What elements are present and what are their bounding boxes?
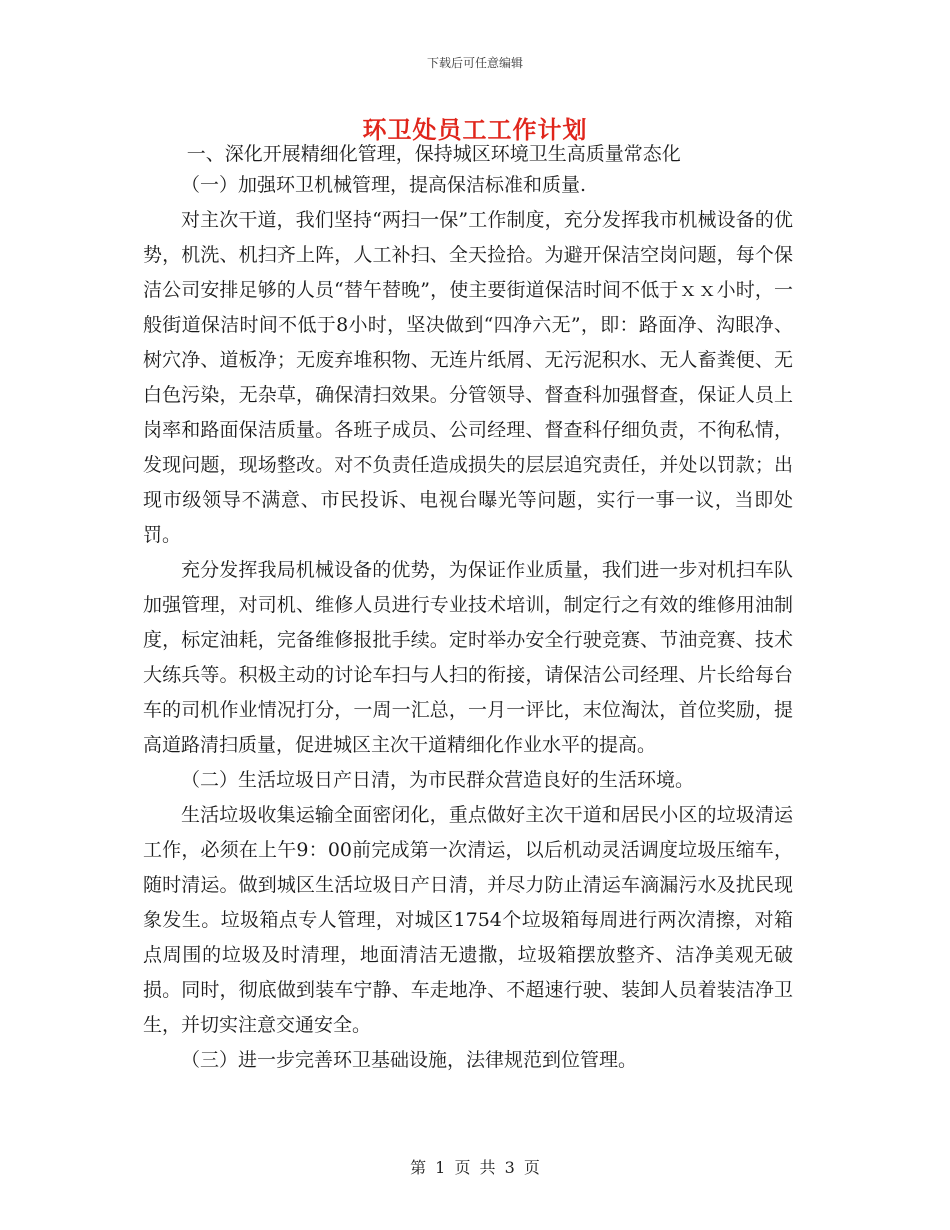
subsection-heading-3: （三）进一步完善环卫基础设施，法律规范到位管理。 bbox=[181, 1049, 638, 1071]
subsection-heading-1: （一）加强环卫机械管理，提高保洁标准和质量. bbox=[181, 174, 587, 196]
document-body bbox=[143, 140, 793, 1078]
body-paragraph-3: 生活垃圾收集运输全面密闭化，重点做好主次干道和居民小区的垃圾清运工作，必须在上午9：00前完成第一次清运，以后机动灵活调度垃圾压缩车，随时清运。做到城区生活垃圾日产日清，并尽力防止清运车滴漏污水及扰民现象发生。垃圾箱点专人管理，对城区1754个垃圾箱每周进行两次清擦，对箱点周围的垃圾及时清理，地面清洁无遗撒，垃圾箱摆放整齐、洁净美观无破损。同时，彻底做到装车宁静、车走地净、不超速行驶、装卸人员着装洁净卫生，并切实注意交通安全。 bbox=[143, 804, 793, 1036]
page-header-note: 下载后可任意编辑 bbox=[426, 56, 523, 70]
page-footer-number: 第 1 页 共 3 页 bbox=[410, 1158, 540, 1177]
body-paragraph-2: 充分发挥我局机械设备的优势，为保证作业质量，我们进一步对机扫车队加强管理，对司机、维修人员进行专业技术培训，制定行之有效的维修用油制度，标定油耗，完备维修报批手续。定时举办安全行驶竞赛、节油竞赛、技术大练兵等。积极主动的讨论车扫与人扫的衔接，请保洁公司经理、片长给每台车的司机作业情况打分，一周一汇总，一月一评比，末位淘汰，首位奖励，提高道路清扫质量，促进城区主次干道精细化作业水平的提高。 bbox=[143, 559, 793, 756]
subsection-heading-2: （二）生活垃圾日产日清，为市民群众营造良好的生活环境。 bbox=[181, 769, 695, 791]
section-heading-1: 一、深化开展精细化管理，保持城区环境卫生高质量常态化 bbox=[186, 143, 681, 165]
document-title: 环卫处员工工作计划 bbox=[362, 115, 588, 144]
body-paragraph-1: 对主次干道，我们坚持“两扫一保”工作制度，充分发挥我市机械设备的优势，机洗、机扫齐上阵，人工补扫、全天捡拾。为避开保洁空岗问题，每个保洁公司安排足够的人员“替午替晚”，使主要街道保洁时间不低于ｘｘ小时，一般街道保洁时间不低于8小时，坚决做到“四净六无”，即：路面净、沟眼净、树穴净、道板净；无废弃堆积物、无连片纸屑、无污泥积水、无人畜粪便、无白色污染，无杂草，确保清扫效果。分管领导、督查科加强督查，保证人员上岗率和路面保洁质量。各班子成员、公司经理、督查科仔细负责，不徇私情，发现问题，现场整改。对不负责任造成损失的层层追究责任，并处以罚款；出现市级领导不满意、市民投诉、电视台曝光等问题，实行一事一议，当即处罚。 bbox=[143, 209, 793, 546]
